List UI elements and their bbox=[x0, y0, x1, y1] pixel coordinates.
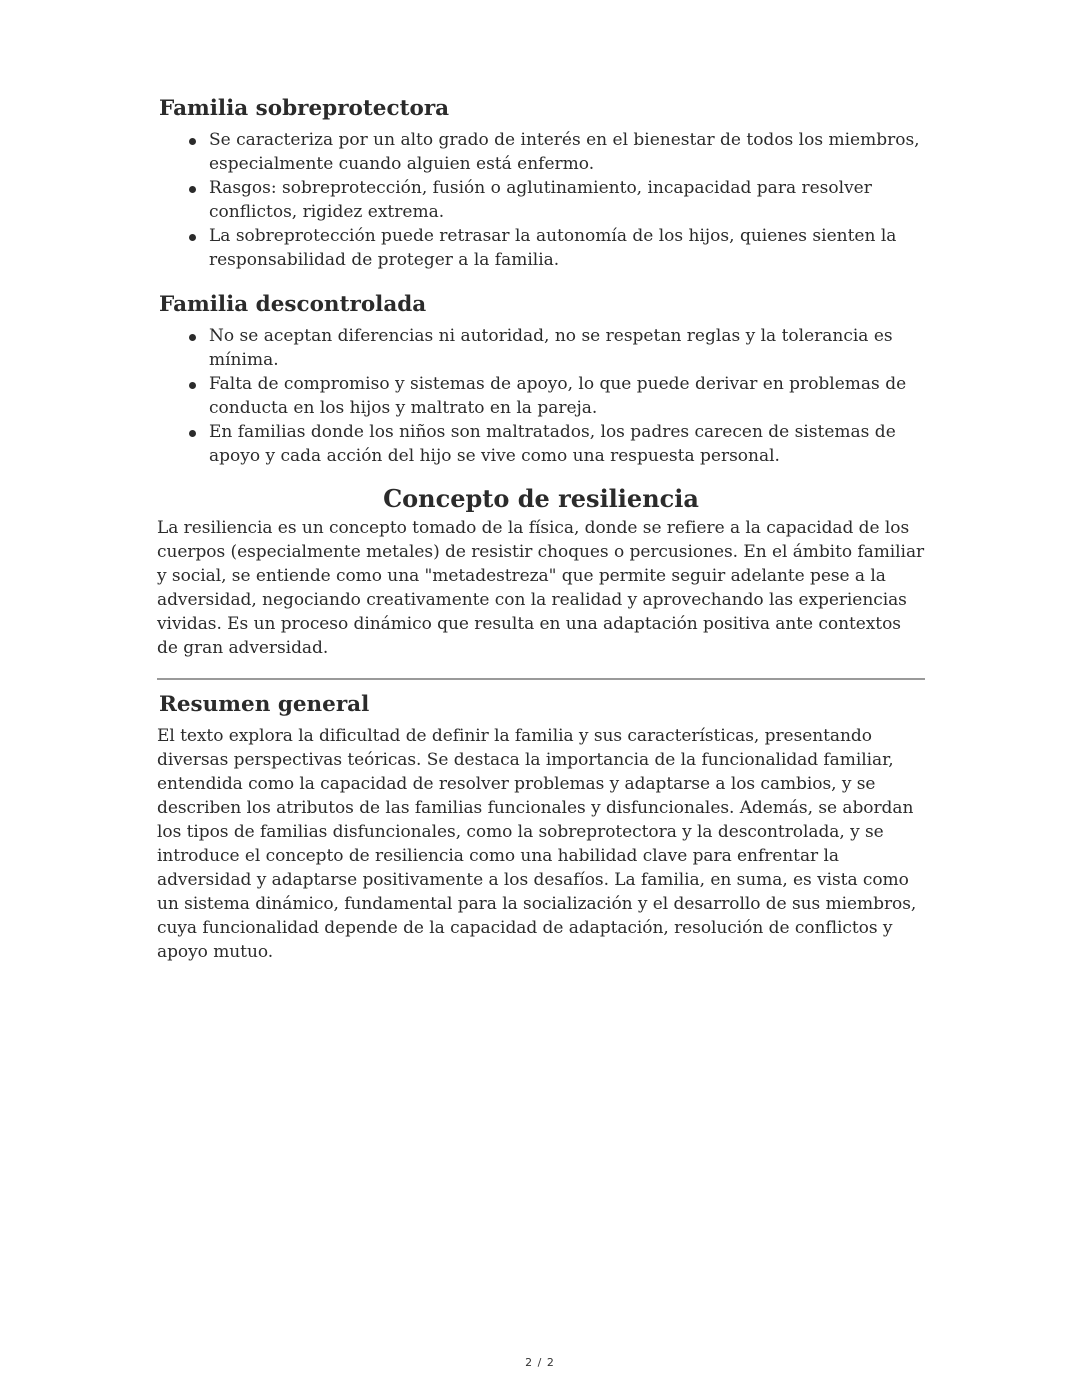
document-page bbox=[157, 94, 925, 964]
section-heading-sobreprotectora: Familia sobreprotectora bbox=[159, 96, 450, 121]
bullet-icon bbox=[189, 234, 196, 241]
paragraph-resiliencia: La resiliencia es un concepto tomado de la física, donde se refiere a la capacidad de los cuerpos (especialmente metales) de resistir choques o percusiones. En el ámbito familiar y social, se entiende como una "metadestreza" que permite seguir adelante pese a la adversidad, negociando creativamente con la realidad y aprovechando las experiencias vividas. Es un proceso dinámico que resulta en una adaptación positiva ante contextos de gran adversidad. bbox=[157, 518, 925, 658]
list-item: No se aceptan diferencias ni autoridad, no se respetan reglas y la tolerancia es mínima. bbox=[209, 324, 925, 372]
section-heading-resiliencia: Concepto de resiliencia bbox=[383, 484, 699, 513]
list-item: Se caracteriza por un alto grado de interés en el bienestar de todos los miembros, especialmente cuando alguien está enfermo. bbox=[209, 128, 925, 176]
bullet-icon bbox=[189, 382, 196, 389]
bullet-list-descontrolada bbox=[157, 324, 925, 468]
bullet-icon bbox=[189, 186, 196, 193]
section-heading-descontrolada: Familia descontrolada bbox=[159, 292, 427, 317]
list-item: La sobreprotección puede retrasar la autonomía de los hijos, quienes sienten la responsabilidad de proteger a la familia. bbox=[209, 224, 925, 272]
list-item: Rasgos: sobreprotección, fusión o aglutinamiento, incapacidad para resolver conflictos, rigidez extrema. bbox=[209, 176, 925, 224]
bullet-icon bbox=[189, 138, 196, 145]
list-item: En familias donde los niños son maltratados, los padres carecen de sistemas de apoyo y cada acción del hijo se vive como una respuesta personal. bbox=[209, 420, 925, 468]
bullet-icon bbox=[189, 430, 196, 437]
bullet-icon bbox=[189, 334, 196, 341]
horizontal-divider bbox=[157, 678, 925, 680]
paragraph-resumen: El texto explora la dificultad de definir la familia y sus características, presentando diversas perspectivas teóricas. Se destaca la importancia de la funcionalidad familiar, entendida como la capacidad de resolver problemas y adaptarse a los cambios, y se describen los atributos de las familias funcionales y disfuncionales. Además, se abordan los tipos de familias disfuncionales, como la sobreprotectora y la descontrolada, y se introduce el concepto de resiliencia como una habilidad clave para enfrentar la adversidad y adaptarse positivamente a los desafíos. La familia, en suma, es vista como un sistema dinámico, fundamental para la socialización y el desarrollo de sus miembros, cuya funcionalidad depende de la capacidad de adaptación, resolución de conflictos y apoyo mutuo. bbox=[157, 726, 917, 962]
list-item: Falta de compromiso y sistemas de apoyo, lo que puede derivar en problemas de conducta en los hijos y maltrato en la pareja. bbox=[209, 372, 925, 420]
page-number: 2 / 2 bbox=[525, 1356, 555, 1369]
bullet-list-sobreprotectora bbox=[157, 128, 925, 272]
section-heading-resumen: Resumen general bbox=[159, 692, 370, 717]
